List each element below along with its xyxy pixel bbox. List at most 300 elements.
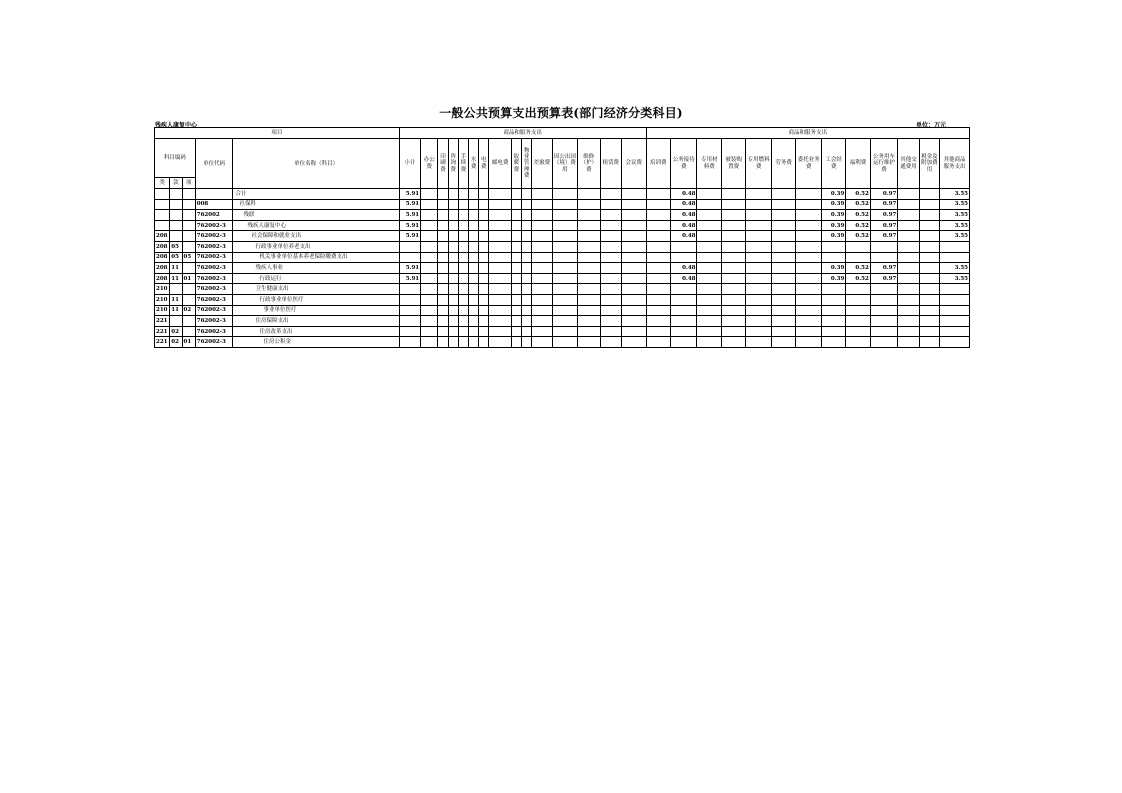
cell-value [421, 231, 438, 242]
cell-value [479, 316, 489, 327]
cell-value: 0.97 [870, 273, 898, 284]
header-col: 被装购置费 [721, 139, 745, 189]
cell-value [846, 316, 870, 327]
cell-unit-name: 社保科 [233, 199, 399, 210]
cell-lei: 210 [155, 305, 170, 316]
cell-value [532, 316, 552, 327]
cell-value [697, 252, 721, 263]
cell-value [697, 326, 721, 337]
cell-value [697, 199, 721, 210]
cell-value [796, 284, 821, 295]
cell-value [898, 284, 919, 295]
cell-value [469, 337, 479, 348]
cell-value [796, 241, 821, 252]
cell-value [489, 337, 511, 348]
cell-value [578, 305, 600, 316]
cell-value [578, 284, 600, 295]
cell-xiang [182, 231, 195, 242]
cell-value [578, 263, 600, 274]
cell-value [511, 273, 521, 284]
cell-value [522, 210, 532, 221]
header-col: 手续费 [458, 139, 468, 189]
cell-value [898, 210, 919, 221]
cell-xiang [182, 263, 195, 274]
cell-value [600, 199, 621, 210]
cell-value [721, 241, 745, 252]
cell-value [846, 326, 870, 337]
cell-value [438, 337, 448, 348]
cell-value [771, 220, 795, 231]
cell-value [771, 231, 795, 242]
header-col: 印刷费 [438, 139, 448, 189]
cell-value [399, 252, 420, 263]
cell-value [919, 189, 939, 200]
cell-xiang [182, 220, 195, 231]
cell-value [438, 220, 448, 231]
cell-value [511, 220, 521, 231]
table-row [155, 337, 970, 348]
cell-unit-name: 行政运行 [233, 273, 399, 284]
cell-value [458, 231, 468, 242]
cell-value: 3.55 [940, 199, 970, 210]
header-col: 培训费 [646, 139, 670, 189]
cell-value [771, 305, 795, 316]
cell-value [746, 189, 771, 200]
cell-value [438, 316, 448, 327]
cell-unit-code: 762002-3 [195, 252, 233, 263]
cell-value [919, 263, 939, 274]
cell-value [796, 316, 821, 327]
cell-value [448, 263, 458, 274]
cell-value [578, 220, 600, 231]
cell-value: 5.91 [399, 199, 420, 210]
cell-value [532, 199, 552, 210]
cell-value [532, 210, 552, 221]
cell-value [721, 284, 745, 295]
cell-value [670, 337, 697, 348]
cell-value [421, 284, 438, 295]
cell-value [522, 241, 532, 252]
cell-value [919, 231, 939, 242]
cell-value [821, 252, 845, 263]
cell-value: 0.52 [846, 263, 870, 274]
cell-value [552, 199, 577, 210]
cell-xiang [182, 189, 195, 200]
table-row [155, 294, 970, 305]
cell-value: 0.48 [670, 273, 697, 284]
cell-xiang [182, 210, 195, 221]
table-row [155, 284, 970, 295]
cell-value [458, 305, 468, 316]
cell-value [578, 326, 600, 337]
cell-value [796, 231, 821, 242]
cell-value [522, 326, 532, 337]
table-row [155, 241, 970, 252]
cell-value [511, 231, 521, 242]
cell-value [870, 284, 898, 295]
cell-kuan [170, 199, 182, 210]
cell-value [646, 210, 670, 221]
cell-value: 0.48 [670, 189, 697, 200]
cell-value [646, 284, 670, 295]
cell-value [552, 305, 577, 316]
cell-value [511, 294, 521, 305]
cell-value [578, 231, 600, 242]
cell-value [448, 305, 458, 316]
cell-value [438, 241, 448, 252]
cell-value [479, 252, 489, 263]
cell-xiang [182, 284, 195, 295]
cell-value [771, 263, 795, 274]
cell-value: 3.55 [940, 263, 970, 274]
cell-kuan: 11 [170, 263, 182, 274]
cell-value [552, 210, 577, 221]
cell-value [746, 231, 771, 242]
cell-value [438, 231, 448, 242]
cell-value [621, 252, 646, 263]
cell-value [919, 273, 939, 284]
cell-value [448, 241, 458, 252]
cell-value [721, 263, 745, 274]
cell-value [479, 189, 489, 200]
cell-value [448, 231, 458, 242]
cell-value [621, 189, 646, 200]
cell-value [796, 263, 821, 274]
cell-value [621, 231, 646, 242]
cell-value [721, 273, 745, 284]
header-col: 取暖费 [511, 139, 521, 189]
table-row [155, 316, 970, 327]
cell-value [522, 252, 532, 263]
cell-value [846, 305, 870, 316]
header-col: 办公费 [421, 139, 438, 189]
cell-value [919, 294, 939, 305]
cell-kuan [170, 231, 182, 242]
cell-kuan: 11 [170, 305, 182, 316]
cell-value [646, 294, 670, 305]
cell-value: 0.97 [870, 263, 898, 274]
cell-xiang [182, 199, 195, 210]
cell-value [940, 284, 970, 295]
cell-value [898, 241, 919, 252]
header-col: 物业管理费 [522, 139, 532, 189]
cell-value [489, 220, 511, 231]
cell-value [511, 199, 521, 210]
header-col: 专用材料费 [697, 139, 721, 189]
cell-value [898, 294, 919, 305]
cell-value: 5.91 [399, 220, 420, 231]
cell-value [479, 273, 489, 284]
cell-value [489, 252, 511, 263]
cell-value [919, 252, 939, 263]
cell-value [399, 241, 420, 252]
cell-value: 0.39 [821, 263, 845, 274]
cell-value [578, 252, 600, 263]
cell-value [821, 337, 845, 348]
cell-value [721, 220, 745, 231]
cell-value [448, 316, 458, 327]
cell-value [646, 263, 670, 274]
cell-value [448, 337, 458, 348]
cell-value [552, 284, 577, 295]
cell-value [522, 294, 532, 305]
cell-value [448, 199, 458, 210]
header-unit-code: 单位代码 [195, 139, 233, 189]
cell-value [796, 326, 821, 337]
cell-value [532, 252, 552, 263]
cell-value [919, 241, 939, 252]
cell-value [469, 220, 479, 231]
cell-value [532, 231, 552, 242]
cell-value [646, 220, 670, 231]
cell-unit-name: 住房公积金 [233, 337, 399, 348]
cell-value [821, 316, 845, 327]
header-col: 专用燃料费 [746, 139, 771, 189]
cell-value [621, 210, 646, 221]
cell-lei [155, 210, 170, 221]
cell-value [578, 337, 600, 348]
cell-lei: 208 [155, 241, 170, 252]
cell-value [399, 294, 420, 305]
cell-value [552, 241, 577, 252]
cell-value: 5.91 [399, 231, 420, 242]
cell-value [438, 326, 448, 337]
cell-value: 0.39 [821, 210, 845, 221]
table-row [155, 210, 970, 221]
cell-value [870, 252, 898, 263]
cell-value [479, 241, 489, 252]
cell-value: 3.55 [940, 231, 970, 242]
cell-value [846, 294, 870, 305]
cell-value [448, 210, 458, 221]
cell-value [469, 231, 479, 242]
cell-value [940, 252, 970, 263]
cell-value [522, 220, 532, 231]
cell-value [870, 326, 898, 337]
header-lei: 类 [155, 178, 170, 189]
cell-value: 0.52 [846, 231, 870, 242]
cell-value [870, 294, 898, 305]
cell-value [552, 273, 577, 284]
cell-value [600, 220, 621, 231]
cell-value [421, 263, 438, 274]
header-group-2: 商品和服务支出 [646, 128, 969, 139]
cell-value [721, 326, 745, 337]
cell-value [552, 294, 577, 305]
table-row [155, 189, 970, 200]
cell-value [646, 305, 670, 316]
cell-lei: 208 [155, 273, 170, 284]
cell-kuan [170, 189, 182, 200]
cell-value [578, 189, 600, 200]
table-row [155, 273, 970, 284]
cell-value [919, 316, 939, 327]
cell-value [721, 210, 745, 221]
cell-value [532, 263, 552, 274]
cell-value [621, 326, 646, 337]
cell-value [469, 189, 479, 200]
cell-kuan [170, 210, 182, 221]
cell-value [771, 210, 795, 221]
cell-value [522, 337, 532, 348]
cell-value [697, 337, 721, 348]
cell-value: 0.48 [670, 231, 697, 242]
cell-value [771, 252, 795, 263]
cell-value [489, 199, 511, 210]
cell-value [697, 294, 721, 305]
cell-value [898, 263, 919, 274]
cell-value [511, 252, 521, 263]
cell-value [511, 241, 521, 252]
table-row [155, 220, 970, 231]
cell-value: 0.48 [670, 220, 697, 231]
cell-value [421, 273, 438, 284]
cell-value [646, 337, 670, 348]
cell-kuan [170, 284, 182, 295]
cell-value: 0.97 [870, 210, 898, 221]
cell-value [697, 273, 721, 284]
cell-unit-name: 残疾人康复中心 [233, 220, 399, 231]
cell-value [646, 316, 670, 327]
cell-xiang [182, 241, 195, 252]
cell-value [448, 252, 458, 263]
cell-value [796, 305, 821, 316]
header-kemu: 科目编码 [155, 139, 196, 178]
cell-value: 0.39 [821, 220, 845, 231]
header-col: 租赁费 [600, 139, 621, 189]
cell-value [438, 252, 448, 263]
cell-lei [155, 199, 170, 210]
cell-unit-code: 008 [195, 199, 233, 210]
cell-unit-code [195, 189, 233, 200]
cell-lei: 221 [155, 316, 170, 327]
cell-value [522, 305, 532, 316]
cell-lei: 208 [155, 252, 170, 263]
cell-value [421, 189, 438, 200]
cell-value [898, 305, 919, 316]
cell-value [746, 273, 771, 284]
cell-value [919, 326, 939, 337]
table-body [155, 189, 970, 348]
cell-value [746, 263, 771, 274]
header-col: 邮电费 [489, 139, 511, 189]
cell-value [670, 294, 697, 305]
cell-value [421, 220, 438, 231]
header-col: 工会经费 [821, 139, 845, 189]
cell-value [511, 316, 521, 327]
cell-value [421, 252, 438, 263]
cell-value [600, 263, 621, 274]
cell-value [697, 316, 721, 327]
cell-value [721, 189, 745, 200]
cell-value: 0.39 [821, 231, 845, 242]
cell-value [600, 294, 621, 305]
cell-value: 0.39 [821, 273, 845, 284]
cell-unit-name: 残联 [233, 210, 399, 221]
cell-value [621, 284, 646, 295]
cell-lei [155, 189, 170, 200]
cell-value [489, 273, 511, 284]
cell-value [697, 189, 721, 200]
cell-value [469, 326, 479, 337]
cell-value [421, 326, 438, 337]
cell-value [479, 231, 489, 242]
cell-value [746, 294, 771, 305]
cell-value [421, 316, 438, 327]
cell-unit-code: 762002-3 [195, 220, 233, 231]
cell-value: 0.52 [846, 210, 870, 221]
cell-value [552, 252, 577, 263]
cell-value: 0.39 [821, 189, 845, 200]
cell-value [552, 263, 577, 274]
cell-value [438, 199, 448, 210]
cell-value [821, 241, 845, 252]
cell-value [438, 189, 448, 200]
cell-value [646, 273, 670, 284]
cell-value [458, 337, 468, 348]
cell-value [458, 316, 468, 327]
table-row [155, 199, 970, 210]
cell-value [532, 241, 552, 252]
cell-value: 0.97 [870, 199, 898, 210]
cell-unit-code: 762002-3 [195, 231, 233, 242]
cell-xiang [182, 316, 195, 327]
cell-value [600, 316, 621, 327]
cell-lei: 221 [155, 326, 170, 337]
cell-value: 0.97 [870, 220, 898, 231]
cell-value [621, 241, 646, 252]
cell-value [670, 316, 697, 327]
cell-value [697, 263, 721, 274]
cell-value [821, 284, 845, 295]
cell-value [448, 326, 458, 337]
cell-value [919, 199, 939, 210]
cell-xiang [182, 326, 195, 337]
cell-value [697, 210, 721, 221]
cell-value [469, 316, 479, 327]
cell-value [821, 294, 845, 305]
cell-value [746, 305, 771, 316]
cell-value [771, 294, 795, 305]
cell-value [532, 337, 552, 348]
cell-value [489, 189, 511, 200]
header-kuan: 款 [170, 178, 182, 189]
header-col: 公务用车运行维护费 [870, 139, 898, 189]
cell-unit-name: 行政事业单位医疗 [233, 294, 399, 305]
cell-value [469, 284, 479, 295]
header-col: 公务接待费 [670, 139, 697, 189]
cell-value [489, 326, 511, 337]
table-row [155, 231, 970, 242]
cell-value [489, 210, 511, 221]
cell-unit-name: 行政事业单位养老支出 [233, 241, 399, 252]
cell-value [438, 210, 448, 221]
cell-value [940, 294, 970, 305]
cell-xiang: 02 [182, 305, 195, 316]
cell-value [448, 189, 458, 200]
cell-value: 0.97 [870, 231, 898, 242]
cell-value [646, 241, 670, 252]
cell-value [532, 294, 552, 305]
cell-value [600, 337, 621, 348]
cell-value [796, 199, 821, 210]
cell-value [600, 231, 621, 242]
cell-value [552, 316, 577, 327]
cell-value [600, 241, 621, 252]
cell-value [796, 220, 821, 231]
cell-value [919, 284, 939, 295]
cell-value [399, 326, 420, 337]
